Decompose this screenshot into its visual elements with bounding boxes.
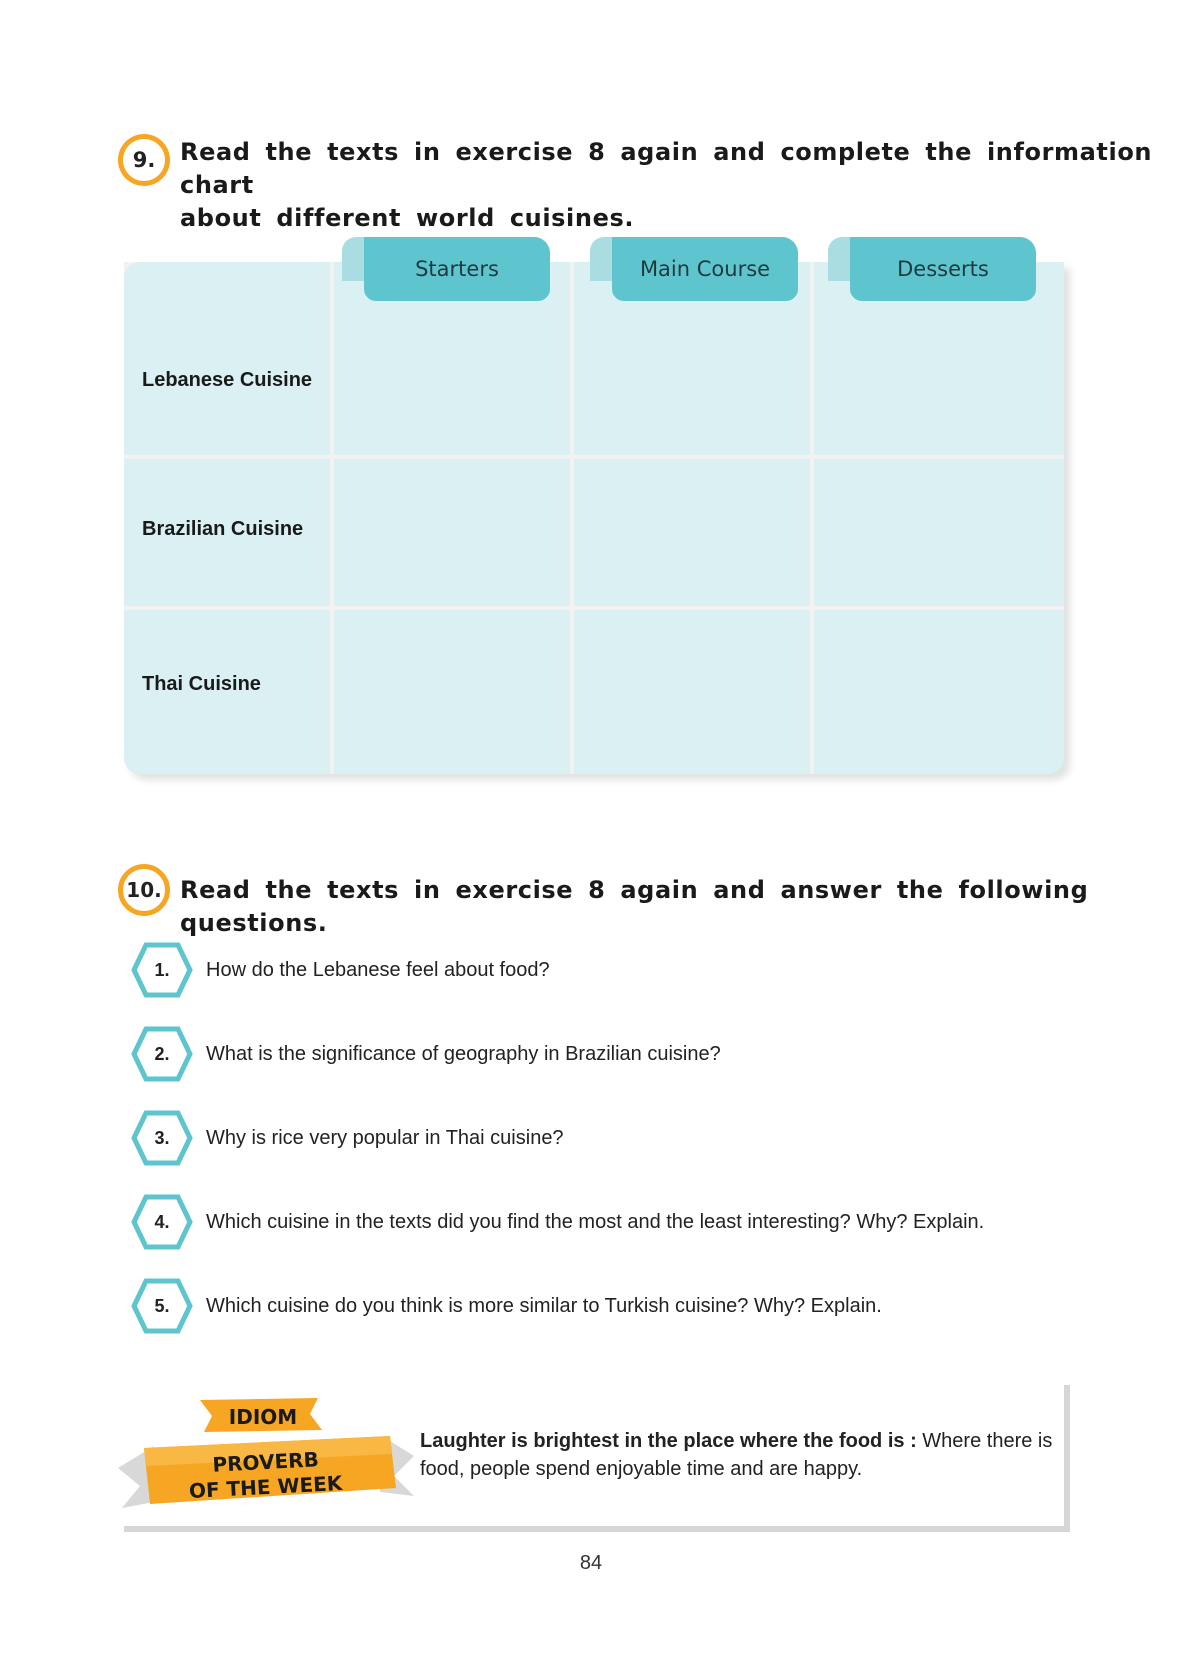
- ribbon-week-label: OF THE WEEK: [188, 1471, 343, 1504]
- exercise-10-number: 10.: [126, 878, 162, 902]
- row-label-brazilian: Brazilian Cuisine: [142, 518, 304, 540]
- ribbon-idiom-label: IDIOM: [228, 1405, 298, 1429]
- ribbon-proverb-label: PROVERB: [211, 1447, 320, 1477]
- chart-cell[interactable]: [334, 459, 570, 606]
- question-text: What is the significance of geography in Brazilian cuisine?: [206, 1043, 721, 1065]
- chart-cell[interactable]: [334, 610, 570, 774]
- question-number: 4.: [154, 1211, 170, 1232]
- chart-cell[interactable]: [814, 610, 1064, 774]
- question-text: How do the Lebanese feel about food?: [206, 959, 550, 981]
- exercise-9-number: 9.: [132, 148, 156, 172]
- page-number: 84: [579, 1552, 603, 1574]
- row-label-lebanese: Lebanese Cuisine: [142, 369, 313, 391]
- exercise-9-line-1: Read the texts in exercise 8 again and complete the information chart: [180, 138, 1153, 199]
- exercise-10-badge: [118, 864, 170, 916]
- proverb-text: Laughter is brightest in the place where the food is :: [420, 1430, 917, 1452]
- column-header-desserts: Desserts: [850, 237, 1036, 301]
- column-header-starters: Starters: [364, 237, 550, 301]
- exercise-10-instruction: Read the texts in exercise 8 again and answer the following questions.: [180, 876, 1089, 937]
- question-number: 2.: [154, 1043, 170, 1064]
- chart-cell[interactable]: [574, 459, 810, 606]
- idiom-text: [420, 1427, 1060, 1483]
- question-text: Why is rice very popular in Thai cuisine?: [206, 1127, 564, 1149]
- question-number: 3.: [154, 1127, 170, 1148]
- chart-cell[interactable]: [814, 459, 1064, 606]
- row-label-thai: Thai Cuisine: [142, 673, 261, 695]
- chart-cell[interactable]: [574, 610, 810, 774]
- label-cell-1: [124, 262, 330, 455]
- question-number: 5.: [154, 1295, 170, 1316]
- exercise-9-instruction: [180, 136, 1182, 235]
- column-header-main-course: Main Course: [612, 237, 798, 301]
- exercise-9-badge: [118, 134, 170, 186]
- question-text: Which cuisine do you think is more similar to Turkish cuisine? Why? Explain.: [206, 1295, 882, 1317]
- question-number: 1.: [154, 959, 170, 980]
- idiom-ribbon-icon: [118, 1396, 418, 1518]
- question-text: Which cuisine in the texts did you find the most and the least interesting? Why? Explain.: [206, 1211, 985, 1233]
- exercise-9-line-2: about different world cuisines.: [180, 204, 635, 232]
- proverb-meaning: Where there is food, people spend enjoyable time and are happy.: [420, 1430, 1053, 1480]
